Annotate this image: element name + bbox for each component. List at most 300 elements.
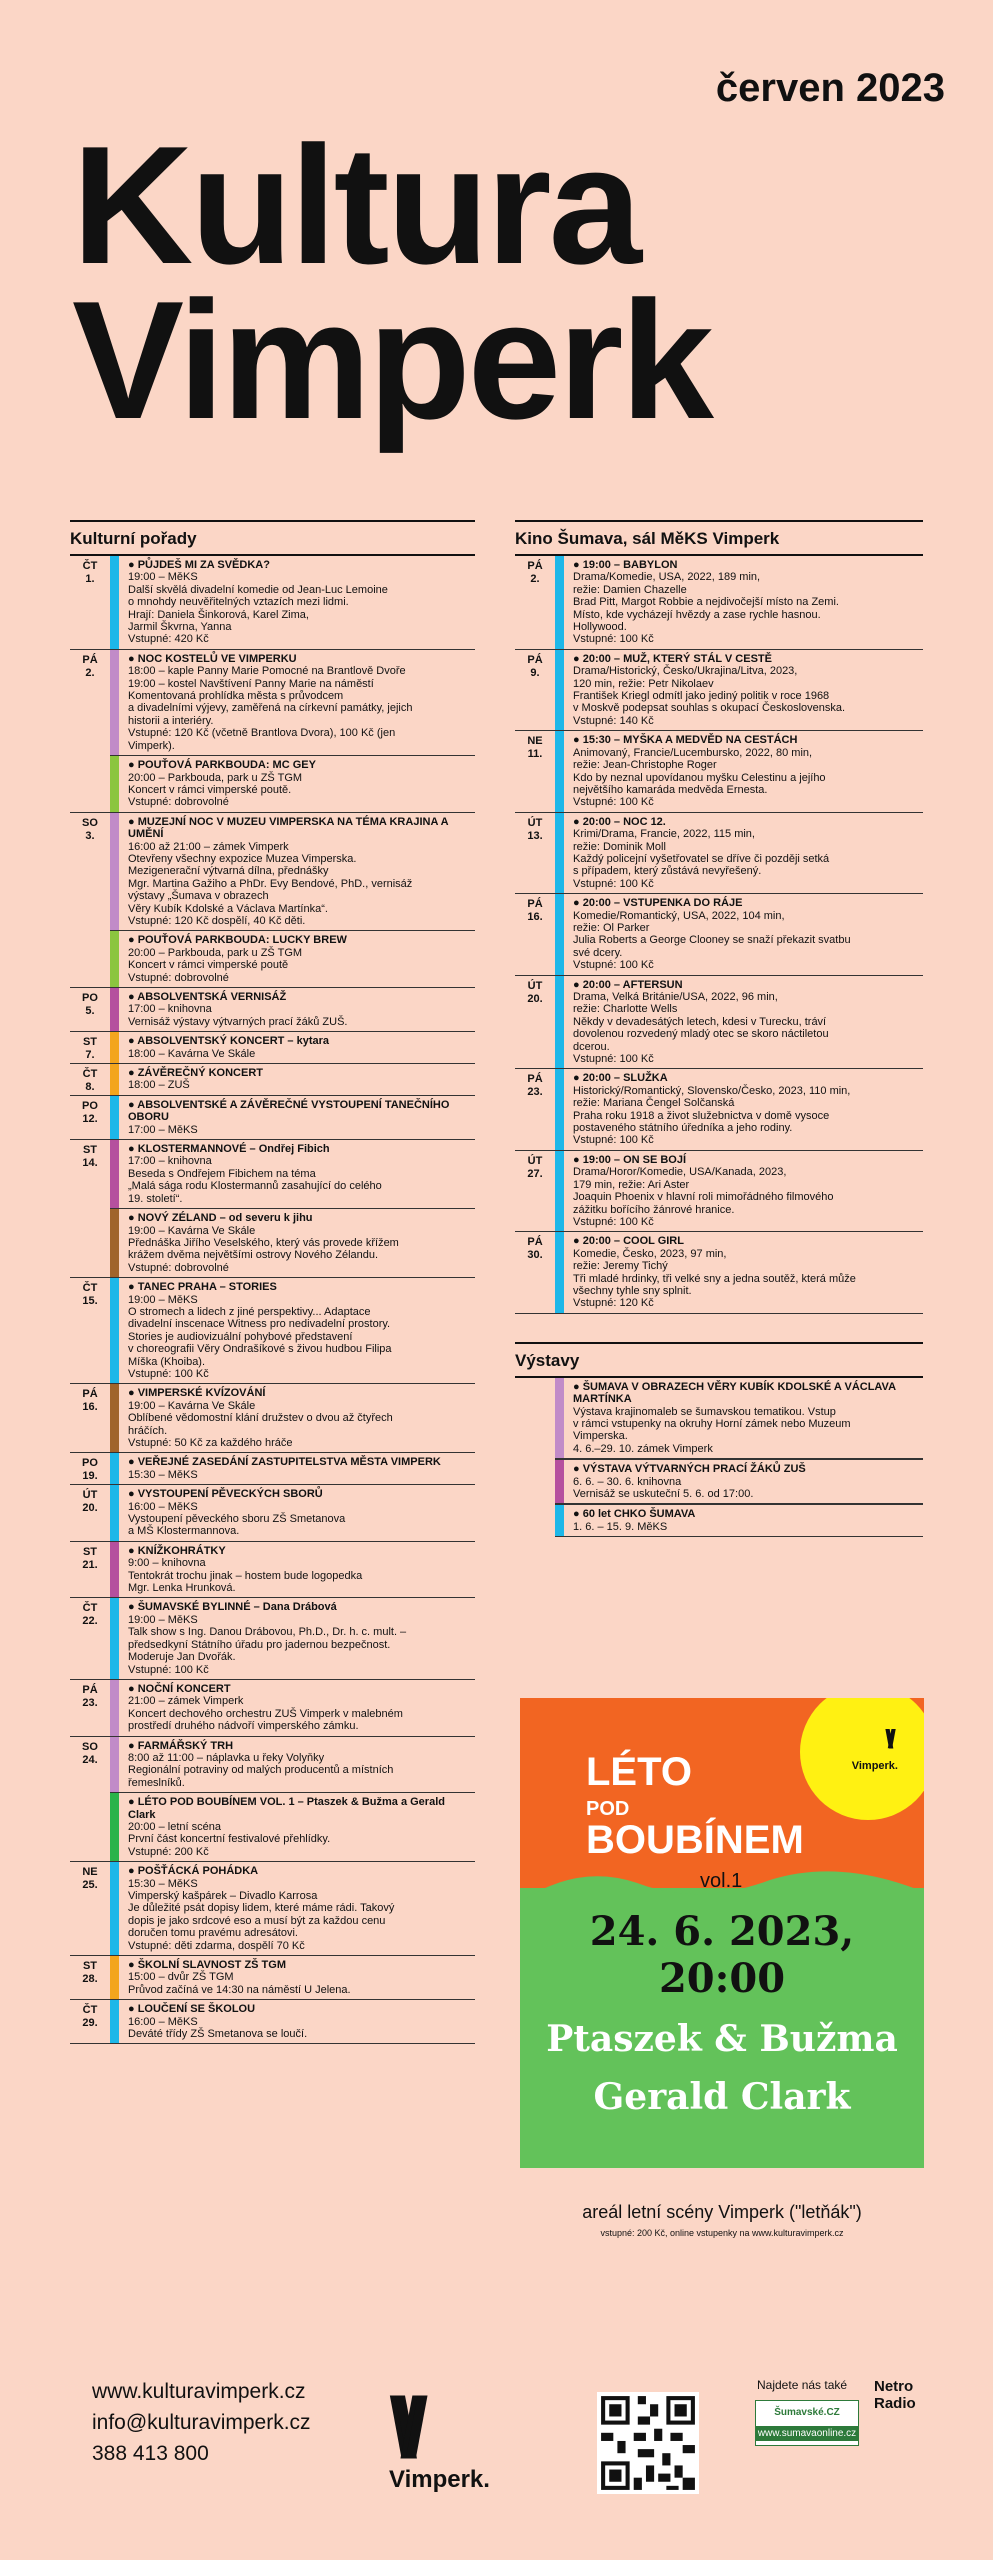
event-detail-line: Hrají: Daniela Šinkorová, Karel Zima, [128,608,309,621]
day-row [70,1485,475,1542]
day-row [70,813,475,988]
category-color-bar [110,1209,119,1277]
event-detail-line: O stromech a lidech z jiné perspektivy... Adaptace [128,1305,371,1318]
event-detail-line: Vstupné: 100 Kč [573,633,654,646]
event-body [119,1096,475,1139]
day-events [555,1232,923,1312]
event-body [119,756,316,812]
festival-poster [520,1698,924,2268]
category-color-bar [110,1862,119,1955]
event-detail-line: 18:00 – ZUŠ [128,1079,190,1092]
day-label [515,813,555,893]
event-detail-line: 15:30 – MěKS [128,1877,198,1890]
event-detail-line: v rámci vstupenky na okruhy Horní zámek nebo Muzeum [573,1417,851,1430]
category-color-bar [555,894,564,974]
weekday: PO [82,992,98,1004]
event-title: ● NOČNÍ KONCERT [128,1683,403,1695]
event-item [555,556,923,649]
event-detail-line: Mgr. Martina Gažiho a PhDr. Evy Bendové, PhD., vernisáž [128,877,413,890]
weekday: SO [82,1740,98,1753]
event-body [564,813,829,893]
event-item [110,1140,475,1208]
event-detail-line: Komedie, Česko, 2023, 97 min, [573,1247,727,1260]
weekday: ČT [82,1282,98,1295]
event-detail-line: řemeslníků. [128,1776,185,1789]
category-color-bar [110,1542,119,1598]
event-body [564,1378,923,1458]
event-detail-line: historii a interiéry. [128,714,214,727]
event-item [110,1384,475,1452]
day-row [515,976,923,1070]
day-row [70,1064,475,1096]
event-detail-line: Vstupné: 100 Kč [573,877,654,890]
day-label [70,988,110,1031]
event-title: ● VIMPERSKÉ KVÍZOVÁNÍ [128,1387,393,1399]
event-detail-line: prostředí druhého nádvoří vimperského zámku. [128,1720,359,1733]
event-body [564,1460,806,1503]
event-detail-line: Někdy v devadesátých letech, kdesi v Turecku, tráví [573,1015,827,1028]
event-item [110,650,475,755]
event-body [119,1453,441,1484]
weekday: ST [82,1960,98,1973]
day-events [555,976,923,1069]
day-label [515,650,555,730]
event-detail-line: 1. 6. – 15. 9. MěKS [573,1520,668,1533]
day-date: 1. [85,573,95,585]
day-events [110,988,475,1031]
event-detail-line: 4. 6.–29. 10. zámek Vimperk [573,1442,713,1455]
event-title: ● MUZEJNÍ NOC V MUZEU VIMPERSKA NA TÉMA KRAJINA A UMĚNÍ [128,816,475,841]
day-date: 23. [527,1086,543,1099]
event-detail-line: 19:00 – MěKS [128,1293,198,1306]
category-color-bar [110,1096,119,1139]
event-detail-line: Každý policejní vyšetřovatel se dříve či později setká [573,852,830,865]
day-events [110,1064,475,1095]
day-events [110,1598,475,1678]
day-date: 22. [82,1615,98,1628]
category-color-bar [110,988,119,1031]
event-item [110,1453,475,1484]
event-detail-line: 120 min, režie: Petr Nikolaev [573,677,714,690]
weekday: PÁ [82,1683,98,1696]
event-title: ● LÉTO POD BOUBÍNEM VOL. 1 – Ptaszek & Bužma a Gerald Clark [128,1796,475,1821]
event-detail-line: Vimperska. [573,1430,628,1443]
event-detail-line: 20:00 – Parkbouda, park u ZŠ TGM [128,771,303,784]
event-detail-line: své dcery. [573,946,623,959]
day-row [70,1096,475,1140]
netro-radio-logo [874,2378,932,2436]
event-detail-line: Komentovaná prohlídka města s průvodcem [128,690,344,703]
event-item [110,988,475,1031]
event-detail-line: Koncert v rámci vimperské poutě [128,959,289,972]
day-row [70,1453,475,1485]
day-events [110,1862,475,1955]
poster-venue: areál letní scény Vimperk ("letňák") [582,2202,862,2222]
event-item [110,755,475,812]
event-detail-line: a divadelními výjevy, zaměřená na církevní památky, jejich [128,702,413,715]
day-date: 28. [82,1973,98,1986]
contact-block [92,2376,311,2469]
day-date: 13. [527,829,543,842]
event-item [555,1232,923,1312]
event-body [119,813,475,931]
weekday: ČT [82,1068,98,1081]
day-row [515,894,923,975]
event-body [119,1680,403,1736]
event-detail-line: Vstupné: 120 Kč dospělí, 40 Kč děti. [128,914,306,927]
weekday: PÁ [527,560,543,572]
day-date: 7. [85,1049,95,1062]
event-item [110,813,475,931]
day-date: 14. [82,1157,98,1170]
event-detail-line: Mezigenerační výtvarná dílna, přednášky [128,865,329,878]
event-body [119,2000,307,2043]
event-body [564,894,851,974]
event-detail-line: a MŠ Klostermannova. [128,1525,240,1538]
weekday: PÁ [527,1236,543,1249]
event-detail-line: 15:30 – MěKS [128,1468,198,1481]
event-body [119,1737,393,1793]
event-detail-line: Vstupné: 100 Kč [573,1053,654,1066]
poster-footer [520,2168,924,2268]
event-detail-line: největšího kamaráda medvěda Ernesta. [573,783,768,796]
day-label [70,1598,110,1678]
day-events [110,1485,475,1541]
event-body [119,1598,406,1678]
day-date: 16. [527,911,543,924]
event-detail-line: Další skvělá divadelní komedie od Jean-Luc Lemoine [128,583,388,596]
event-body [119,1485,345,1541]
event-title: ● KNÍŽKOHRÁTKY [128,1545,362,1557]
event-item [110,1485,475,1541]
day-date: 5. [85,1005,95,1017]
day-label [70,813,110,987]
day-row [515,731,923,812]
event-detail-line: Vstupné: 200 Kč [128,1845,209,1858]
cultural-events-heading: Kulturní pořady [70,520,475,556]
event-detail-line: 16:00 – MěKS [128,1500,198,1513]
day-date: 9. [530,666,540,679]
category-color-bar [110,1453,119,1484]
day-label [515,976,555,1069]
event-detail-line: Stories je audiovizuální pohybové představení [128,1330,353,1343]
event-title: ● ŠUMAVA V OBRAZECH VĚRY KUBÍK KDOLSKÉ A VÁCLAVA MARTÍNKA [573,1381,923,1406]
event-item [110,1278,475,1383]
event-detail-line: Vstupné: 120 Kč [573,1297,654,1310]
weekday: ČT [82,1602,98,1615]
day-date: 24. [82,1753,98,1766]
find-us-label: Najdete nás také [757,2378,848,2392]
event-body [119,1209,399,1277]
event-detail-line: režie: Charlotte Wells [573,1003,678,1016]
event-body [119,1793,475,1861]
event-title: ● FARMÁŘSKÝ TRH [128,1740,393,1752]
event-item [555,731,923,811]
event-title: ● ZÁVĚREČNÝ KONCERT [128,1067,263,1079]
sumava-partner-url: www.sumavaonline.cz [757,2428,857,2439]
event-detail-line: dovolenou rozvedený mladý otec se skoro náctiletou [573,1028,829,1041]
day-date: 19. [82,1470,98,1483]
event-body [119,650,413,755]
day-row [515,1151,923,1232]
event-body [564,1151,833,1231]
event-detail-line: hráčích. [128,1424,168,1437]
category-color-bar [110,1064,119,1095]
category-color-bar [110,1956,119,1999]
day-date: 20. [527,992,543,1005]
day-label [70,1862,110,1955]
day-row [70,1032,475,1064]
day-label [70,556,110,649]
day-events [110,1737,475,1862]
category-color-bar [110,1278,119,1383]
day-events [110,1680,475,1736]
weekday: ST [82,1144,98,1157]
category-color-bar [555,1460,564,1503]
event-title: ● POUŤOVÁ PARKBOUDA: LUCKY BREW [128,934,347,946]
day-label [70,1485,110,1541]
category-color-bar [555,1378,564,1458]
weekday: PO [82,1457,98,1470]
weekday: ST [82,1036,98,1049]
day-row [70,1956,475,2000]
category-color-bar [555,731,564,811]
event-title: ● 20:00 – MUŽ, KTERÝ STÁL V CESTĚ [573,653,845,665]
day-row [515,1069,923,1150]
day-events [555,731,923,811]
event-detail-line: Vstupné: 140 Kč [573,714,654,727]
event-detail-line: Brad Pitt, Margot Robbie a nejdivočejší místo na Zemi. [573,596,839,609]
day-date: 30. [527,1249,543,1262]
event-detail-line: doručen tomu pravému adresátovi. [128,1927,298,1940]
event-body [564,556,839,649]
event-detail-line: Vystoupení pěveckého sboru ZŠ Smetanova [128,1513,346,1526]
event-detail-line: Animovaný, Francie/Lucembursko, 2022, 80 min, [573,746,813,759]
day-row [70,1680,475,1737]
day-events [110,1384,475,1452]
day-row [70,1140,475,1278]
day-date: 20. [82,1502,98,1515]
event-title: ● 20:00 – SLUŽKA [573,1072,850,1084]
day-row [70,556,475,650]
event-detail-line: Vstupné: 420 Kč [128,633,209,646]
event-detail-line: 19:00 – MěKS [128,571,198,584]
day-date: 8. [85,1081,95,1094]
event-detail-line: Vstupné: 120 Kč (včetně Brantlova Dvora), 100 Kč (jen [128,727,396,740]
event-title: ● ŠKOLNÍ SLAVNOST ZŠ TGM [128,1959,351,1971]
day-events [555,894,923,974]
event-body [119,988,347,1031]
event-item [555,1151,923,1231]
event-body [564,976,829,1069]
netro-radio-text-1: Netro [874,2378,914,2395]
day-label [70,1140,110,1277]
event-title: ● TANEC PRAHA – STORIES [128,1281,392,1293]
event-detail-line: Vstupné: dobrovolné [128,796,229,809]
event-item [110,1598,475,1678]
website-link[interactable]: www.kulturavimperk.cz [92,2380,306,2403]
day-label [70,2000,110,2043]
event-title: ● ABSOLVENTSKÝ KONCERT – kytara [128,1035,329,1047]
event-title: ● 20:00 – VSTUPENKA DO RÁJE [573,897,851,909]
poster-price: vstupné: 200 Kč, online vstupenky na www.kulturavimperk.cz [600,2228,844,2238]
day-events [555,556,923,649]
event-title: ● VEŘEJNÉ ZASEDÁNÍ ZASTUPITELSTVA MĚSTA VIMPERK [128,1456,441,1468]
event-detail-line: Vstupné: 100 Kč [573,959,654,972]
event-detail-line: 17:00 – MěKS [128,1123,198,1136]
event-item [555,894,923,974]
category-color-bar [110,1485,119,1541]
event-detail-line: 16:00 – MěKS [128,2015,198,2028]
day-row [70,650,475,813]
event-detail-line: Jarmil Škvrna, Yanna [128,621,232,634]
event-item [110,1680,475,1736]
phone-number: 388 413 800 [92,2442,209,2465]
event-item [110,1208,475,1277]
event-detail-line: Tři mladé hrdinky, tři velké sny a jedna soutěž, která může [573,1272,856,1285]
event-body [119,1956,351,1999]
event-detail-line: Vernisáž výstavy výtvarných prací žáků ZUŠ. [128,1015,348,1028]
event-title: ● 19:00 – BABYLON [573,559,839,571]
exhibition-item [555,1504,923,1537]
event-detail-line: Kdo by neznal upovídanou myšku Celestinu a jejího [573,771,826,784]
event-detail-line: 17:00 – knihovna [128,1003,212,1016]
day-row [70,1862,475,1956]
day-date: 16. [82,1401,98,1414]
day-label [515,731,555,811]
event-detail-line: Míška (Khoiba). [128,1355,206,1368]
day-events [110,1278,475,1383]
month-label: červen 2023 [715,66,945,110]
event-detail-line: 21:00 – zámek Vimperk [128,1695,244,1708]
event-detail-line: Výstava krajinomaleb se šumavskou tematikou. Vstup [573,1405,836,1418]
event-detail-line: Vstupné: děti zdarma, dospělí 70 Kč [128,1939,305,1952]
poster-logo-circle [800,1698,924,1820]
event-body [564,1505,695,1536]
category-color-bar [110,1598,119,1678]
day-row [515,813,923,894]
event-detail-line: Joaquin Phoenix v hlavní roli mimořádného filmového [573,1191,834,1204]
category-color-bar [555,650,564,730]
weekday: PO [82,1099,98,1112]
event-detail-line: Drama/Horor/Komedie, USA/Kanada, 2023, [573,1166,787,1179]
day-date: 11. [527,748,543,761]
event-title: ● ŠUMAVSKÉ BYLINNÉ – Dana Drábová [128,1601,406,1613]
event-detail-line: Drama/Historický, Česko/Ukrajina/Litva, 2023, [573,665,798,678]
day-label [70,1680,110,1736]
event-detail-line: Vstupné: 50 Kč za každého hráče [128,1437,293,1449]
cinema-heading: Kino Šumava, sál MěKS Vimperk [515,520,923,556]
day-events [110,2000,475,2043]
day-label [515,1151,555,1231]
event-item [110,1737,475,1793]
event-title: ● NOVÝ ZÉLAND – od severu k jihu [128,1212,399,1224]
poster-title-line-3: BOUBÍNEM [586,1818,804,1862]
category-color-bar [110,813,119,931]
event-detail-line: 17:00 – knihovna [128,1155,212,1168]
poster-volume: vol.1 [700,1870,743,1892]
event-detail-line: všechny tyhle sny splnit. [573,1284,692,1297]
event-body [119,1384,393,1452]
day-date: 2. [530,573,540,585]
event-detail-line: Historický/Romantický, Slovensko/Česko, 2023, 110 min, [573,1084,851,1097]
poster-artist-2: Gerald Clark [593,2076,851,2118]
event-detail-line: 19. století“. [128,1192,183,1205]
weekday: PÁ [527,653,543,666]
event-detail-line: Krimi/Drama, Francie, 2022, 115 min, [573,828,755,841]
event-detail-line: režie: Jean-Christophe Roger [573,759,717,772]
day-row [515,556,923,650]
category-color-bar [555,976,564,1069]
event-detail-line: Komedie/Romantický, USA, 2022, 104 min, [573,909,785,922]
day-date: 21. [82,1558,98,1571]
event-detail-line: Hollywood. [573,621,627,634]
exhibitions-list [555,1378,923,1537]
category-color-bar [110,1140,119,1208]
day-date: 23. [82,1696,98,1709]
event-item [555,650,923,730]
event-detail-line: Vernisáž se uskuteční 5. 6. od 17:00. [573,1488,754,1500]
event-detail-line: divadelní inscenace Witness pro nedivadelní prostory. [128,1318,391,1331]
category-color-bar [555,1232,564,1312]
title-line-1: Kultura [72,111,639,299]
vimperk-logo-mark-icon: \\// [389,2381,411,2475]
event-detail-line: 15:00 – dvůr ZŠ TGM [128,1971,234,1984]
event-detail-line: Drama, Velká Británie/USA, 2022, 96 min, [573,991,778,1003]
day-events [110,813,475,987]
day-events [555,1069,923,1149]
day-label [70,1542,110,1598]
day-row [70,1542,475,1599]
day-date: 27. [527,1167,543,1180]
event-item [110,1096,475,1139]
event-detail-line: Vstupné: dobrovolné [128,1261,229,1274]
day-row [70,1737,475,1863]
poster-logo-text: Vimperk. [851,1760,898,1772]
category-color-bar [110,1032,119,1063]
email-link[interactable]: info@kulturavimperk.cz [92,2411,311,2434]
event-body [119,1140,382,1208]
event-body [119,1542,362,1598]
category-color-bar [555,813,564,893]
poster-date: 24. 6. 2023, 20:00 [589,1908,855,2002]
event-title: ● PŮJDEŠ MI ZA SVĚDKA? [128,559,388,571]
sumava-partner-name: Šumavské.CZ [774,2407,840,2418]
event-detail-line: Průvod začíná ve 14:30 na náměstí U Jelena. [128,1983,351,1996]
weekday: NE [82,1866,98,1879]
event-body [119,1032,329,1063]
event-title: ● 19:00 – ON SE BOJÍ [573,1154,833,1166]
event-detail-line: František Kriegl odmítl jako jediný politik v roce 1968 [573,690,830,703]
day-date: 25. [82,1879,98,1892]
cinema-column [515,520,923,1537]
weekday: PÁ [82,653,98,666]
exhibitions-heading: Výstavy [515,1342,923,1378]
event-detail-line: Vstupné: 100 Kč [573,796,654,809]
event-detail-line: Vstupné: 100 Kč [573,1215,654,1228]
event-detail-line: o mnohdy neuvěřitelných vztazích mezi lidmi. [128,596,349,609]
event-detail-line: 19:00 – Kavárna Ve Skále [128,1399,256,1412]
event-body [564,731,826,811]
event-title: ● POŠŤÁCKÁ POHÁDKA [128,1865,394,1877]
poster-artist-1: Ptaszek & Bužma [546,2018,898,2060]
day-events [110,556,475,649]
category-color-bar [110,650,119,755]
event-body [119,1064,263,1095]
event-detail-line: režie: Dominik Moll [573,840,666,853]
event-detail-line: 19:00 – kostel Navštívení Panny Marie na náměstí [128,677,374,690]
event-detail-line: 19:00 – MěKS [128,1613,198,1626]
